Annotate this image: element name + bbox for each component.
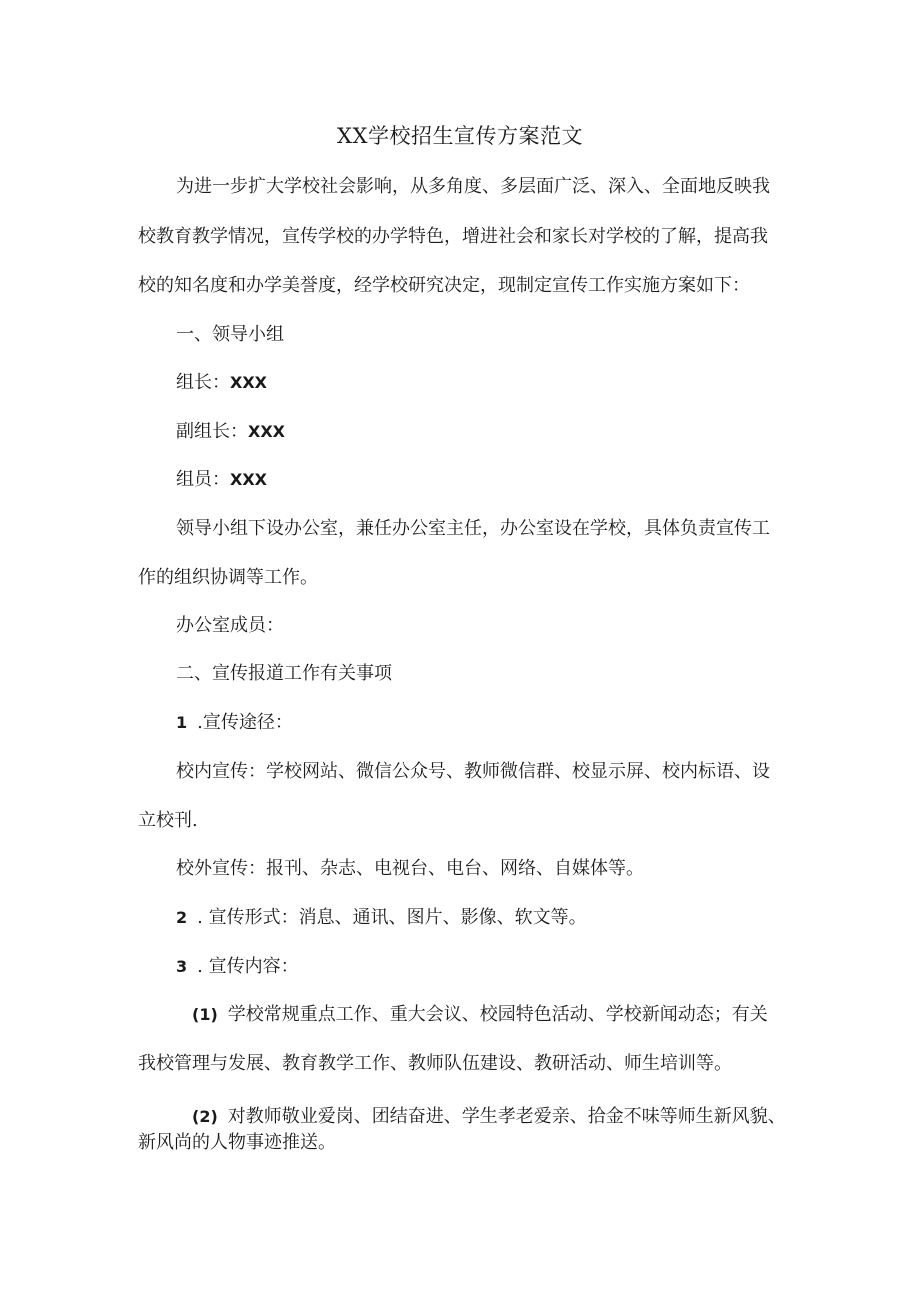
member-label: 组员：	[176, 469, 230, 490]
section-heading-publicity: 二、宣传报道工作有关事项	[176, 663, 392, 684]
item-1-text: .宣传途径：	[197, 712, 293, 733]
item-2-number: 2	[176, 908, 188, 927]
item-1	[176, 708, 293, 734]
external-line: 校外宣传：报刊、杂志、电视台、电台、网络、自媒体等。	[176, 858, 644, 879]
section-heading-leadership: 一、领导小组	[176, 324, 284, 345]
sub-item-1-number: (1)	[192, 1005, 218, 1024]
deputy-row	[176, 417, 285, 443]
leader-value: XXX	[230, 373, 268, 392]
office-desc-line-2: 作的组织协调等工作。	[138, 567, 318, 588]
intro-line-1: 为进一步扩大学校社会影响，从多角度、多层面广泛、深入、全面地反映我	[176, 176, 770, 197]
item-3	[176, 952, 299, 978]
office-members: 办公室成员：	[176, 615, 284, 636]
member-value: XXX	[230, 470, 268, 489]
sub-item-2-text: 对教师敬业爱岗、团结奋进、学生孝老爱亲、拾金不味等师生新风貌、	[227, 1106, 786, 1127]
leader-row	[176, 368, 267, 394]
document-title: XX学校招生宣传方案范文	[337, 124, 583, 148]
sub-item-2-line-1	[192, 1102, 786, 1128]
leader-label: 组长：	[176, 372, 230, 393]
intro-line-2: 校教育教学情况，宣传学校的办学特色，增进社会和家长对学校的了解，提高我	[138, 226, 768, 247]
member-row	[176, 465, 267, 491]
internal-line-2: 立校刊.	[138, 810, 198, 831]
internal-line-1: 校内宣传：学校网站、微信公众号、教师微信群、校显示屏、校内标语、设	[176, 761, 770, 782]
sub-item-1-text: 学校常规重点工作、重大会议、校园特色活动、学校新闻动态；有关	[227, 1004, 768, 1025]
sub-item-2-line-2: 新风尚的人物事迹推送。	[138, 1132, 336, 1153]
sub-item-1-line-2: 我校管理与发展、教育教学工作、教师队伍建设、教研活动、师生培训等。	[138, 1053, 732, 1074]
item-2-text: . 宣传形式：消息、通讯、图片、影像、软文等。	[197, 907, 587, 928]
sub-item-1-line-1	[192, 1000, 768, 1026]
office-desc-line-1: 领导小组下设办公室，兼任办公室主任，办公室设在学校，具体负责宣传工	[176, 518, 770, 539]
item-3-text: . 宣传内容：	[197, 956, 299, 977]
item-2	[176, 903, 587, 929]
deputy-label: 副组长：	[176, 421, 248, 442]
sub-item-2-number: (2)	[192, 1107, 218, 1126]
item-1-number: 1	[176, 713, 188, 732]
item-3-number: 3	[176, 957, 188, 976]
intro-line-3: 校的知名度和办学美誉度，经学校研究决定，现制定宣传工作实施方案如下：	[138, 275, 750, 296]
deputy-value: XXX	[248, 422, 286, 441]
